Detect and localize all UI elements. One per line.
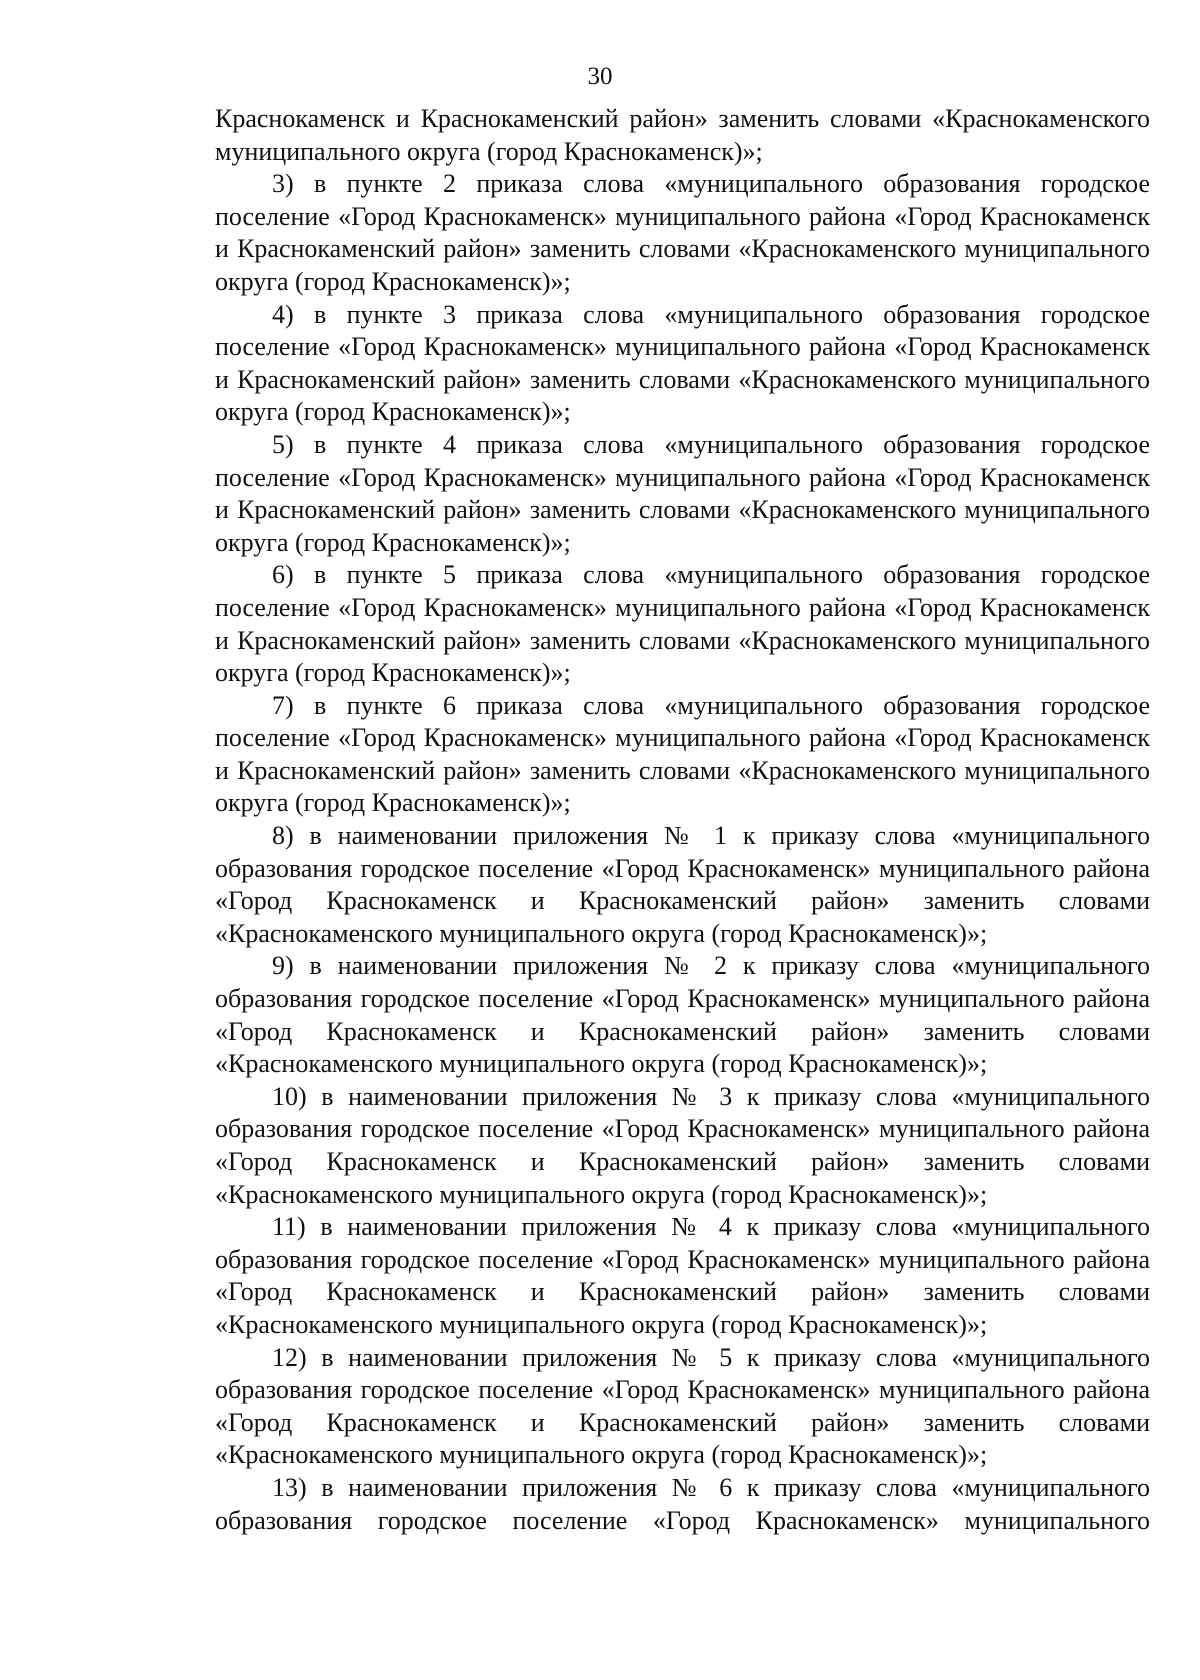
paragraph-item-3: 3) в пункте 2 приказа слова «муниципального образования городское поселение «Город Краснокаменск» муниципального района «Город Краснокаменск и Краснокаменский район» заменить словами «Краснокаменского муниципального округа (город Краснокаменск)»; [215,169,1150,296]
paragraph-item-9: 9) в наименовании приложения № 2 к приказу слова «муниципального образования городское поселение «Город Краснокаменск» муниципального района «Город Краснокаменск и Краснокаменский район» заменить словами «Краснокаменского муниципального округа (город Краснокаменск)»; [215,951,1150,1079]
paragraph-item-11: 11) в наименовании приложения № 4 к приказу слова «муниципального образования городское поселение «Город Краснокаменск» муниципального района «Город Краснокаменск и Краснокаменский район» заменить словами «Краснокаменского муниципального округа (город Краснокаменск)»; [215,1212,1150,1339]
paragraph-item-6: 6) в пункте 5 приказа слова «муниципального образования городское поселение «Город Краснокаменск» муниципального района «Город Краснокаменск и Краснокаменский район» заменить словами «Краснокаменского муниципального округа (город Краснокаменск)»; [215,560,1150,688]
document-body [215,103,1150,1537]
page-number: 30 [587,63,613,90]
paragraph-item-10: 10) в наименовании приложения № 3 к приказу слова «муниципального образования городское поселение «Город Краснокаменск» муниципального района «Город Краснокаменск и Краснокаменский район» заменить словами «Краснокаменского муниципального округа (город Краснокаменск)»; [215,1081,1150,1209]
paragraph-item-12: 12) в наименовании приложения № 5 к приказу слова «муниципального образования городское поселение «Город Краснокаменск» муниципального района «Город Краснокаменск и Краснокаменский район» заменить словами «Краснокаменского муниципального округа (город Краснокаменск)»; [215,1342,1150,1470]
paragraph-item-4: 4) в пункте 3 приказа слова «муниципального образования городское поселение «Город Краснокаменск» муниципального района «Город Краснокаменск и Краснокаменский район» заменить словами «Краснокаменского муниципального округа (город Краснокаменск)»; [215,299,1150,427]
paragraph-item-13: 13) в наименовании приложения № 6 к приказу слова «муниципального образования городское поселение «Город Краснокаменск» муниципального [215,1472,1150,1535]
paragraph-item-7: 7) в пункте 6 приказа слова «муниципального образования городское поселение «Город Краснокаменск» муниципального района «Город Краснокаменск и Краснокаменский район» заменить словами «Краснокаменского муниципального округа (город Краснокаменск)»; [215,690,1150,818]
paragraph-continuation: Краснокаменск и Краснокаменский район» заменить словами «Краснокаменского муниципального округа (город Краснокаменск)»; [215,104,1150,166]
paragraph-item-5: 5) в пункте 4 приказа слова «муниципального образования городское поселение «Город Краснокаменск» муниципального района «Город Краснокаменск и Краснокаменский район» заменить словами «Краснокаменского муниципального округа (город Краснокаменск)»; [215,429,1150,557]
paragraph-item-8: 8) в наименовании приложения № 1 к приказу слова «муниципального образования городское поселение «Город Краснокаменск» муниципального района «Город Краснокаменск и Краснокаменский район» заменить словами «Краснокаменского муниципального округа (город Краснокаменск)»; [215,821,1150,948]
